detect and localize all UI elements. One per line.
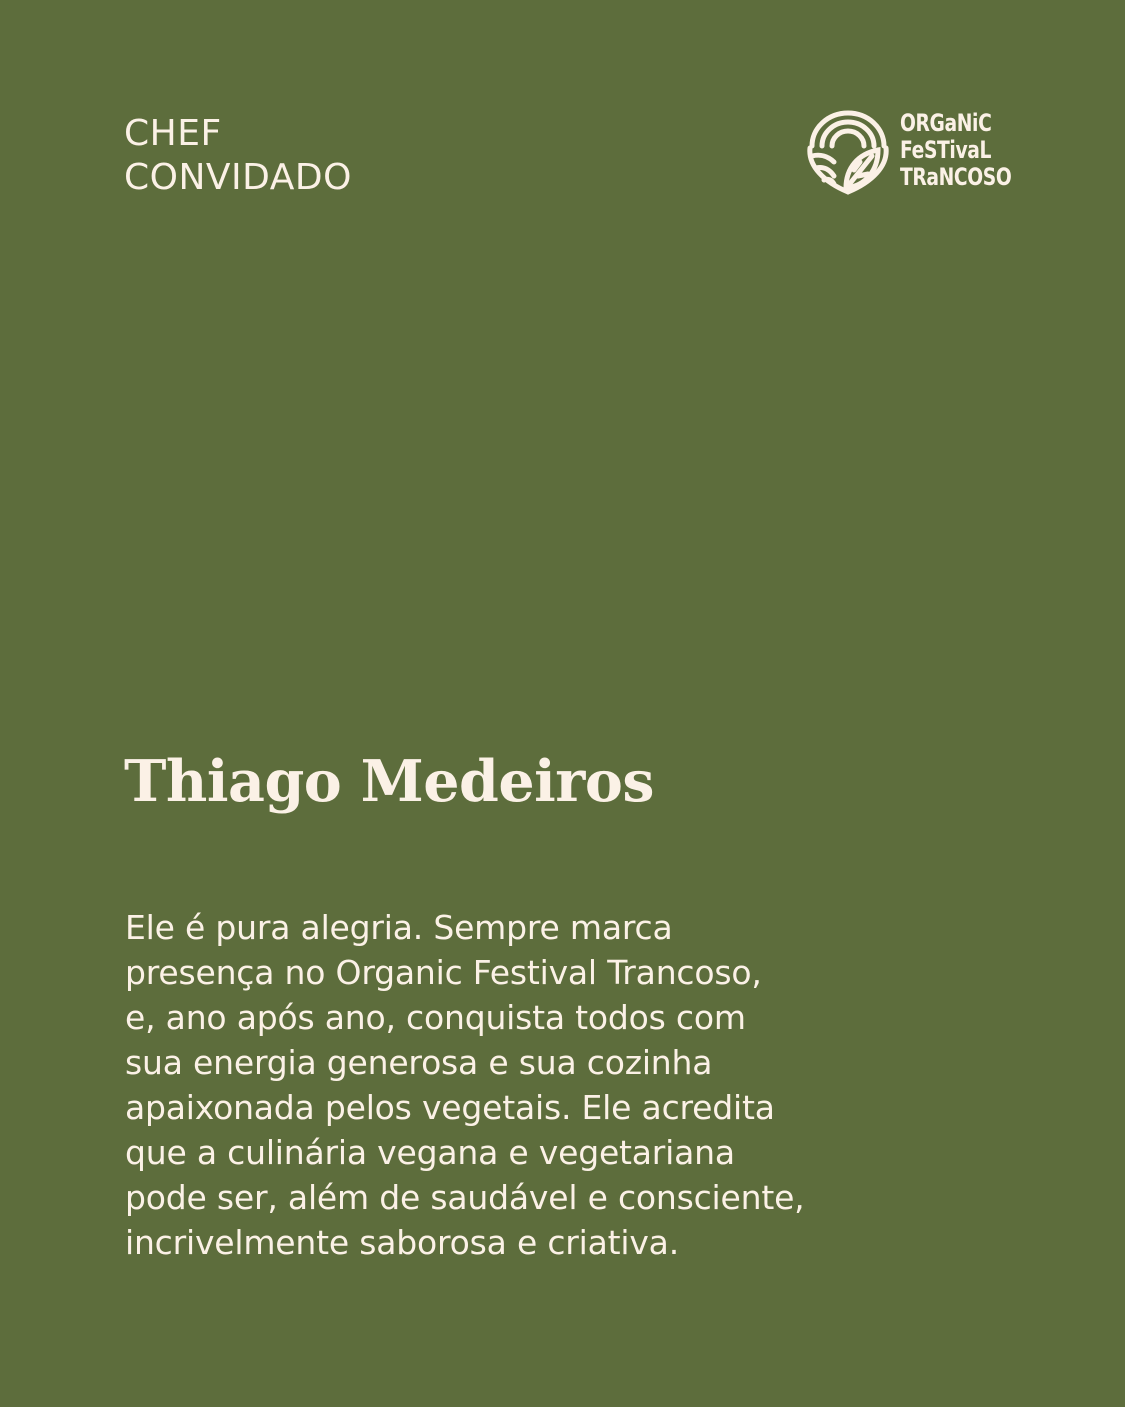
chef-bio xyxy=(125,905,885,1265)
category-label-line-1: CHEF xyxy=(124,113,222,154)
bio-line: que a culinária vegana e vegetariana xyxy=(125,1133,735,1172)
bio-line: apaixonada pelos vegetais. Ele acredita xyxy=(125,1088,775,1127)
sun-heart-leaf-icon xyxy=(806,110,890,196)
bio-line: incrivelmente saborosa e criativa. xyxy=(125,1223,679,1262)
category-label xyxy=(124,112,352,200)
bio-line: Ele é pura alegria. Sempre marca xyxy=(125,908,673,947)
bio-line: pode ser, além de saudável e consciente, xyxy=(125,1178,805,1217)
category-label-line-2: CONVIDADO xyxy=(124,157,352,198)
bio-line: presença no Organic Festival Trancoso, xyxy=(125,953,762,992)
logo-line-2: FeSTivaL xyxy=(900,136,992,164)
logo-line-1: ORGaNiC xyxy=(900,109,992,137)
bio-line: e, ano após ano, conquista todos com xyxy=(125,998,746,1037)
organic-festival-logo xyxy=(806,109,1012,196)
logo-line-3: TRaNCOSO xyxy=(900,163,1012,191)
logo-wordmark xyxy=(900,110,1043,191)
chef-name: Thiago Medeiros xyxy=(124,748,654,815)
bio-line: sua energia generosa e sua cozinha xyxy=(125,1043,713,1082)
